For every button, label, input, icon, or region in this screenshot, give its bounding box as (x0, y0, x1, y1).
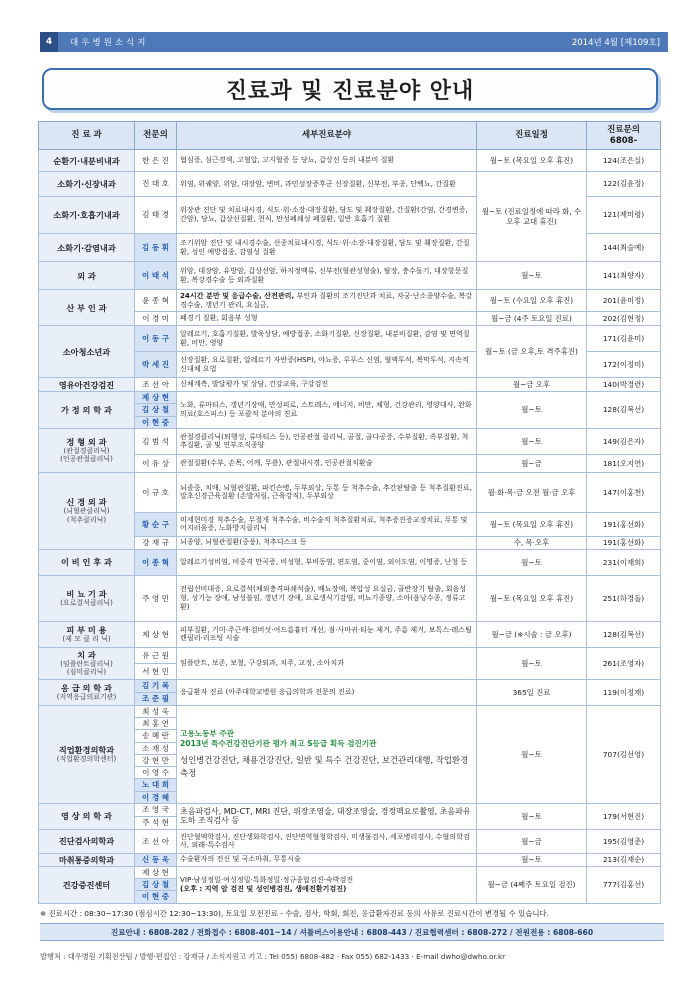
doctor-cell: 최 홍 연 (135, 718, 177, 730)
specialty-cell: 미세현미경 척추수술, 무절개 척추수술, 비수술적 척추질환치료, 척추증진증교정치료, 두통 및 어지러움증, 노화방지클리닉 (177, 512, 477, 536)
col-tel: 진료문의 6808- (587, 122, 661, 150)
schedule-cell: 365일 진료 (477, 679, 587, 705)
col-dept: 진 료 과 (39, 122, 135, 150)
tel-cell: 195(김영춘) (587, 829, 661, 853)
dept-cell: 소화기·감염내과 (39, 234, 135, 262)
specialty-cell: VIP·남성정밀·여성정밀·특화정밀·정규종합검진·숙박검진 (오후 : 지역 암 검진 및 성인병검진, 생애전환기검진) (177, 866, 477, 903)
doctor-cell: 유 근 원 (135, 647, 177, 663)
tel-cell: 201(윤미정) (587, 290, 661, 312)
doctor-cell: 이 영 수 (135, 767, 177, 779)
specialty-cell: 관절질환(수부, 손목, 어깨, 무릎), 관절내시경, 인공관절치환술 (177, 454, 477, 472)
doctor-cell: 송 혜 란 (135, 730, 177, 742)
dept-cell: 산 부 인 과 (39, 290, 135, 326)
col-doctor: 전문의 (135, 122, 177, 150)
tel-cell: 149(김은자) (587, 428, 661, 454)
tel-cell: 171(김윤미) (587, 326, 661, 352)
doctor-cell: 이 경 혜 (135, 791, 177, 803)
doctor-cell: 황 순 구 (135, 512, 177, 536)
specialty-cell: 임플란트, 보존, 보철, 구강외과, 치주, 교정, 소아치과 (177, 647, 477, 679)
doctor-cell: 조 영 국 (135, 803, 177, 816)
schedule-cell: 월~토 (477, 549, 587, 575)
tel-cell: 128(김복선) (587, 392, 661, 429)
tel-cell: 251(하경돌) (587, 575, 661, 621)
doctor-cell: 이 경 미 (135, 312, 177, 326)
table-row (39, 326, 661, 352)
doctor-cell: 윤 종 혁 (135, 290, 177, 312)
publication-name: 대우병원소식지 (70, 38, 149, 48)
doctor-cell: 주 석 현 (135, 816, 177, 829)
table-row (39, 172, 661, 197)
schedule-cell: 월~토 (477, 803, 587, 829)
table-row (39, 621, 661, 647)
table-row (39, 290, 661, 312)
specialty-cell: 뇌종양, 뇌혈관질환(중풍), 척추디스크 등 (177, 536, 477, 549)
specialty-cell: 알레르기성비염, 비중격 만곡증, 비성형, 부비동염, 편도염, 중이염, 외이도염, 이명증, 난청 등 (177, 549, 477, 575)
page-number: 4 (40, 32, 58, 52)
doctor-cell: 조 선 아 (135, 829, 177, 853)
doctor-cell: 이 규 호 (135, 472, 177, 512)
dept-cell: 영 상 의 학 과 (39, 803, 135, 829)
tel-cell: 121(제미령) (587, 197, 661, 234)
tel-cell: 141(최향자) (587, 262, 661, 290)
doctor-cell: 강 재 규 (135, 536, 177, 549)
dept-cell: 비 뇨 기 과 (요로결석클리닉) (39, 575, 135, 621)
dept-cell: 순환기·내분비내과 (39, 150, 135, 172)
tel-cell: 144(최슬예) (587, 234, 661, 262)
specialty-cell: 응급환자 진료 (아주대학교병원 응급의학과 전문의 진료) (177, 679, 477, 705)
contact-bar: 진료안내 : 6808-282 / 전화접수 : 6808-401~14 / 셔틀버스이용안내 : 6808-443 / 진료협력센터 : 6808-272 / 전원전용 : 6808-660 (40, 923, 664, 941)
schedule-cell: 월~토 (진료일정에 따라 화, 수 오후 교대 휴진) (477, 172, 587, 262)
schedule-cell: 수, 목·오후 (477, 536, 587, 549)
certification-note: 고용노동부 주관 (180, 729, 234, 739)
table-row (39, 472, 661, 512)
dept-cell: 신 경 외 과 (뇌혈관클리닉) (척추클리닉) (39, 472, 135, 549)
clinic-hours-note: ※ 진료시간 : 08:30~17:30 (점심시간 12:30~13:30), 토요일 오전진료 - 수술, 검사, 학회, 회진, 응급환자진료 등의 사유로 진료시간이 변경될 수 있습니다. (40, 909, 549, 918)
dept-cell: 건강증진센터 (39, 866, 135, 903)
doctor-cell: 이 종 혁 (135, 549, 177, 575)
table-row (39, 866, 661, 878)
schedule-table (38, 121, 661, 904)
specialty-cell: 수술환자의 전신 및 국소마취, 무통시술 (177, 853, 477, 866)
page-title: 진료과 및 진료분야 안내 (225, 78, 475, 104)
doctor-cell: 강 현 만 (135, 754, 177, 766)
issue-info: 2014년 4월 [제109호] (571, 38, 660, 48)
doctor-cell: 조 준 필 (135, 692, 177, 705)
dept-cell: 외 과 (39, 262, 135, 290)
dept-cell: 응 급 의 학 과 (지역응급의료기관) (39, 679, 135, 705)
specialty-cell: 전립선비대증, 요로결석(체외충격파쇄석술), 배뇨장애, 복압성 요실금, 골반장기 탈출, 회음성형, 성기능 장애, 남성불임, 갱년기 장애, 요로생식기감염, 비뇨기종양, 소아(음낭수종, 정류고환) (177, 575, 477, 621)
schedule-cell: 월~토 (477, 392, 587, 429)
tel-cell: 140(박경련) (587, 378, 661, 392)
table-row (39, 392, 661, 404)
schedule-cell: 월~토 (477, 262, 587, 290)
schedule-cell: 월~토 (477, 705, 587, 803)
schedule-cell: 월~토 (목요일 오후 휴진) (477, 575, 587, 621)
schedule-cell: 월~금 (4째주 토요일 검진) (477, 866, 587, 903)
tel-cell: 261(조영자) (587, 647, 661, 679)
doctor-cell: 제 상 현 (135, 392, 177, 404)
specialty-cell: 관절경클리닉(퇴행성, 류마티스 등), 인공관절 클리닉, 골절, 골다공증, 수부질환, 족부질환, 척추질환, 골 및 연부조직종양 (177, 428, 477, 454)
col-schedule: 진료일정 (477, 122, 587, 150)
table-header (39, 122, 661, 150)
specialty-cell: 초음파검사, MD-CT, MRI 진단, 위장조영술, 대장조영술, 경정맥요로촬영, 초음파유도하 조직검사 등 (177, 803, 477, 829)
tel-cell: 179(서현진) (587, 803, 661, 829)
doctor-cell: 한 은 진 (135, 150, 177, 172)
doctor-cell: 주 영 민 (135, 575, 177, 621)
tel-cell: 777(김홍선) (587, 866, 661, 903)
dept-cell: 마취통증의학과 (39, 853, 135, 866)
schedule-cell: 월~토 (477, 647, 587, 679)
col-specialty: 세부진료분야 (177, 122, 477, 150)
doctor-cell: 이 현 중 (135, 891, 177, 903)
header-bar (40, 32, 668, 52)
specialty-cell: 고용노동부 주관 2013년 특수건강진단기관 평가 최고 S등급 획득 검진기관 성인병건강진단, 채용건강진단, 일반 및 특수 건강진단, 보건관리대행, 작업환경측정 (177, 705, 477, 803)
certification-award: 2013년 특수건강진단기관 평가 최고 S등급 획득 검진기관 (180, 738, 377, 748)
doctor-cell: 김 동 휘 (135, 234, 177, 262)
schedule-cell: 월~금 (477, 829, 587, 853)
specialty-cell: 협심증, 심근경색, 고혈압, 고지혈증 등 당뇨, 갑상선 등의 내분비 질환 (177, 150, 477, 172)
dept-cell: 직업환경의학과 (직업환경의학센터) (39, 705, 135, 803)
schedule-cell: 월~토 (목요일 오후 휴진) (477, 150, 587, 172)
specialty-cell: 위염, 위궤양, 위암, 대장암, 변비, 과민성장증후군 신장질환, 신부전, 부종, 단백뇨, 간질환 (177, 172, 477, 197)
table-row (39, 803, 661, 816)
table-row (39, 428, 661, 454)
specialty-cell: 24시간 분만 및 응급수술, 산전관리, 부인과 질환의 조기진단과 치료, 자궁·난소종양수술, 복강경수술, 갱년기 관리, 요실금, (177, 290, 477, 312)
tel-cell: 147(이홍천) (587, 472, 661, 512)
specialty-cell: 뇌졸중, 치매, 뇌혈관질환, 파킨슨병, 두부외상, 두통 등 척추수술, 추간판탈출 등 척추질환진료, 말초신경근육질환 (손발저림, 근육강직), 두부외상 (177, 472, 477, 512)
doctor-cell: 김 태 경 (135, 197, 177, 234)
table-row (39, 575, 661, 621)
tel-cell: 122(김윤정) (587, 172, 661, 197)
doctor-cell: 노 대 희 (135, 779, 177, 791)
dept-cell: 정 형 외 과 (관절경클리닉) (인공관절클리닉) (39, 428, 135, 472)
tel-cell: 181(오지연) (587, 454, 661, 472)
dept-cell: 피 부 미 용 (제 모 클 리 닉) (39, 621, 135, 647)
specialty-cell: 진단혈액학검사, 진단생화학검사, 진단면역혈청학검사, 미생물검사, 세포병리검사, 수혈의학검사, 외래·특수검사 (177, 829, 477, 853)
specialty-cell: 폐경기 질환, 회음부 성형 (177, 312, 477, 326)
schedule-cell: 월~토 (477, 853, 587, 866)
doctor-cell: 김 기 복 (135, 679, 177, 692)
schedule-cell: 월·화·목·금 오전 월·금 오후 (477, 472, 587, 512)
doctor-cell: 김 상 철 (135, 879, 177, 891)
table-row (39, 679, 661, 692)
schedule-cell: 월~금 (4주 토요일 진료) (477, 312, 587, 326)
dept-cell: 영유아건강검진 (39, 378, 135, 392)
schedule-cell: 월~토 (금 오후,토 격주휴진) (477, 326, 587, 378)
specialty-cell: 피부질환, 기미·주근깨·검버섯·여드름흉터 개선, 점·사마귀·티눈 제거, 주름 제거, 보톡스·레스틸렌필러·리프팅 시술 (177, 621, 477, 647)
schedule-cell: 월~토 (목요일 오후 휴진) (477, 512, 587, 536)
doctor-cell: 제 상 현 (135, 621, 177, 647)
schedule-cell: 월~토 (477, 428, 587, 454)
specialty-cell: 위암, 대장암, 유방암, 갑상선암, 하지정맥류, 신부전(혈관성형술), 탈장, 충수돌기, 대장항문질환, 복강경수술 등 외과질환 (177, 262, 477, 290)
tel-cell: 213(김재순) (587, 853, 661, 866)
tel-cell: 119(이정재) (587, 679, 661, 705)
dept-cell: 소화기·호흡기내과 (39, 197, 135, 234)
doctor-cell: 이 동 구 (135, 326, 177, 352)
tel-cell: 191(홍선화) (587, 536, 661, 549)
doctor-cell: 조 선 아 (135, 378, 177, 392)
doctor-cell: 이 현 중 (135, 416, 177, 428)
schedule-cell: 월~금 (※시술 : 금 오후) (477, 621, 587, 647)
table-row (39, 705, 661, 717)
doctor-cell: 신 동 욱 (135, 853, 177, 866)
doctor-cell: 이 유 상 (135, 454, 177, 472)
specialty-cell: 위장관 진단 및 치료내시경, 식도·위·소장·대장질환, 담도 및 췌장질환, 간질환(간염, 간경변증, 간암), 당뇨, 갑상선질환, 천식, 만성폐쇄성 폐질환, 일반 호흡기 질환 (177, 197, 477, 234)
table-row (39, 549, 661, 575)
dept-cell: 치 과 (임플란트클리닉) (심미클리닉) (39, 647, 135, 679)
schedule-cell: 월~금 (477, 454, 587, 472)
doctor-cell: 소 재 성 (135, 742, 177, 754)
schedule-cell: 월~토 (수요일 오후 휴진) (477, 290, 587, 312)
dept-cell: 가 정 의 학 과 (39, 392, 135, 429)
doctor-cell: 이 태 석 (135, 262, 177, 290)
doctor-cell: 김 범 석 (135, 428, 177, 454)
tel-cell: 231(이재희) (587, 549, 661, 575)
tel-cell: 172(이정미) (587, 352, 661, 378)
doctor-cell: 박 세 진 (135, 352, 177, 378)
tel-cell: 124(조은실) (587, 150, 661, 172)
tel-cell: 202(김현정) (587, 312, 661, 326)
table-row (39, 829, 661, 853)
title-box (42, 68, 658, 110)
doctor-cell: 진 대 호 (135, 172, 177, 197)
schedule-cell: 월~금 오후 (477, 378, 587, 392)
specialty-cell: 조기위암 진단 및 내시경수술, 선종치료내시경, 식도·위·소장·대장질환, 담도 및 췌장질환, 간질환, 성인 예방접종, 감염성 질환 (177, 234, 477, 262)
table-row (39, 647, 661, 663)
specialty-cell: 알레르기, 호흡기질환, 발육상담, 예방접종, 소화기질환, 신장질환, 내분비질환, 감염 및 면역질환, 비만, 영양 (177, 326, 477, 352)
specialty-cell: 노화, 류마티스, 갱년기장애, 만성피로, 스트레스, 에너지, 비만, 체형, 건강관리, 영양대사, 완화의료(호스피스) 등 포괄적 분야의 진료 (177, 392, 477, 429)
doctor-cell: 최 성 욱 (135, 705, 177, 717)
table-row (39, 378, 661, 392)
doctor-cell: 제 상 현 (135, 866, 177, 878)
table-row (39, 150, 661, 172)
doctor-cell: 김 상 철 (135, 404, 177, 416)
specialty-cell: 신장질환, 요로질환, 알레르기 자반증(HSP), 야뇨증, 루푸스 신염, 혈액투석, 복막투석, 지속적 신대체 요법 (177, 352, 477, 378)
specialty-cell: 신체계측, 발달평가 및 상담, 건강교육, 구강검진 (177, 378, 477, 392)
tel-cell: 128(김복선) (587, 621, 661, 647)
dept-cell: 진단검사의학과 (39, 829, 135, 853)
doctor-cell: 서 현 민 (135, 663, 177, 679)
publisher-footer: 발행처 : 대우병원 기획전산팀 / 발행·편집인 : 강재규 / 소식지원고 기고 : Tel 055) 6808-482 · Fax 055) 682-1433 · E-mail dwho@dwho.or.kr (40, 952, 506, 961)
tel-cell: 191(홍선화) (587, 512, 661, 536)
tel-cell: 707(김선영) (587, 705, 661, 803)
dept-cell: 이 비 인 후 과 (39, 549, 135, 575)
table-row (39, 262, 661, 290)
table-row (39, 853, 661, 866)
dept-cell: 소화기·신장내과 (39, 172, 135, 197)
dept-cell: 소아청소년과 (39, 326, 135, 378)
